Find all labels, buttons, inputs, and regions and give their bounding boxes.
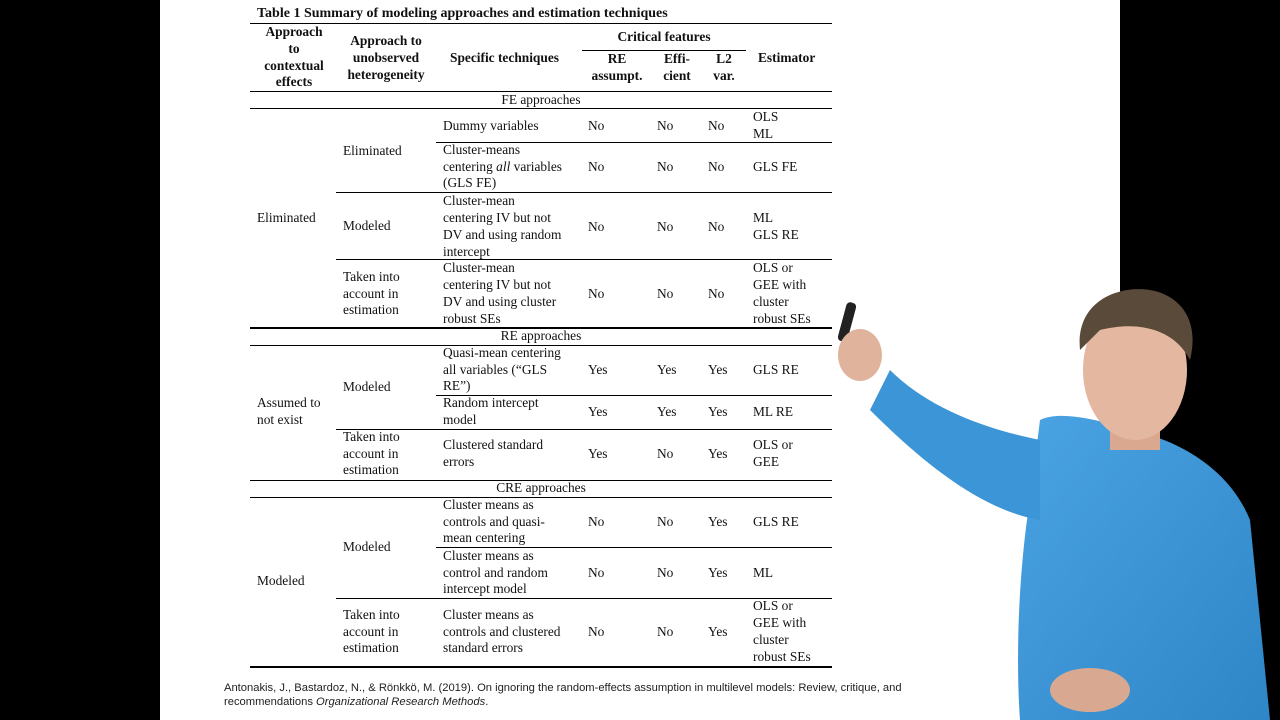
header-l2-var: L2 var. bbox=[713, 51, 735, 83]
re-assumption-cell: No bbox=[588, 218, 605, 234]
technique-cell bbox=[443, 142, 562, 192]
contextual-approach-label: Assumed to not exist bbox=[257, 395, 321, 427]
technique-cell: Cluster means as control and random intercept model bbox=[443, 547, 548, 597]
header-techniques: Specific techniques bbox=[450, 49, 559, 65]
l2-variance-cell: Yes bbox=[708, 623, 728, 639]
re-assumption-cell: No bbox=[588, 158, 605, 174]
re-assumption-cell: Yes bbox=[588, 403, 608, 419]
re-assumption-cell: No bbox=[588, 513, 605, 529]
efficient-cell: No bbox=[657, 623, 674, 639]
re-assumption-cell: Yes bbox=[588, 361, 608, 377]
section-label: RE approaches bbox=[500, 327, 582, 343]
estimator-cell: ML GLS RE bbox=[753, 210, 799, 242]
header-critical-features: Critical features bbox=[617, 29, 711, 44]
efficient-cell: No bbox=[657, 513, 674, 529]
re-assumption-cell: No bbox=[588, 285, 605, 301]
re-assumption-cell: No bbox=[588, 117, 605, 133]
re-assumption-cell: Yes bbox=[588, 445, 608, 461]
efficient-cell: No bbox=[657, 158, 674, 174]
citation-line-2 bbox=[224, 695, 1104, 709]
citation bbox=[224, 681, 1104, 709]
cell-text-part: variables (GLS FE) bbox=[443, 158, 562, 191]
row-rule bbox=[336, 192, 832, 193]
efficient-cell: No bbox=[657, 218, 674, 234]
section-label: FE approaches bbox=[501, 91, 581, 107]
header-heterogeneity: Approach to unobserved heterogeneity bbox=[347, 33, 425, 82]
efficient-cell: No bbox=[657, 564, 674, 580]
estimator-cell: GLS RE bbox=[753, 513, 799, 529]
l2-variance-cell: No bbox=[708, 218, 725, 234]
technique-cell: Cluster-mean centering IV but not DV and using cluster robust SEs bbox=[443, 260, 557, 326]
efficient-cell: No bbox=[657, 117, 674, 133]
technique-cell: Dummy variables bbox=[443, 117, 539, 133]
efficient-cell: No bbox=[657, 285, 674, 301]
l2-variance-cell: No bbox=[708, 158, 725, 174]
heterogeneity-approach-label: Taken into account in estimation bbox=[343, 268, 400, 318]
table-top-rule bbox=[250, 23, 832, 24]
estimator-cell: GLS RE bbox=[753, 361, 799, 377]
l2-variance-cell: No bbox=[708, 117, 725, 133]
re-assumption-cell: No bbox=[588, 564, 605, 580]
l2-variance-cell: Yes bbox=[708, 403, 728, 419]
heterogeneity-approach-label: Taken into account in estimation bbox=[343, 428, 400, 478]
slide bbox=[160, 0, 1120, 720]
efficient-cell: No bbox=[657, 445, 674, 461]
estimator-cell: ML RE bbox=[753, 403, 794, 419]
l2-variance-cell: No bbox=[708, 285, 725, 301]
heterogeneity-approach-label: Modeled bbox=[343, 538, 391, 554]
l2-variance-cell: Yes bbox=[708, 445, 728, 461]
section-label: CRE approaches bbox=[496, 479, 586, 495]
header-contextual: Approach to contextual effects bbox=[264, 24, 324, 90]
heterogeneity-approach-label: Modeled bbox=[343, 217, 391, 233]
estimator-cell: OLS or GEE with cluster robust SEs bbox=[753, 260, 811, 326]
technique-cell: Cluster-mean centering IV but not DV and using random intercept bbox=[443, 193, 562, 259]
emphasis-text: all bbox=[496, 158, 511, 174]
citation-suffix: . bbox=[485, 696, 489, 708]
technique-cell: Random intercept model bbox=[443, 395, 539, 427]
technique-cell: Clustered standard errors bbox=[443, 437, 544, 469]
table-bottom-rule bbox=[250, 666, 832, 668]
estimator-cell: OLS ML bbox=[753, 109, 779, 141]
technique-cell: Cluster means as controls and quasi- mean centering bbox=[443, 496, 545, 546]
l2-variance-cell: Yes bbox=[708, 361, 728, 377]
header-re-assumpt: RE assumpt. bbox=[591, 51, 643, 83]
l2-variance-cell: Yes bbox=[708, 564, 728, 580]
estimator-cell: OLS or GEE bbox=[753, 437, 793, 469]
estimator-cell: ML bbox=[753, 564, 774, 580]
heterogeneity-approach-label: Eliminated bbox=[343, 142, 402, 158]
heterogeneity-approach-label: Modeled bbox=[343, 378, 391, 394]
table-title: Table 1 Summary of modeling approaches and estimation techniques bbox=[257, 6, 668, 21]
re-assumption-cell: No bbox=[588, 623, 605, 639]
citation-line-1: Antonakis, J., Bastardoz, N., & Rönkkö, M. (2019). On ignoring the random-effects assumption in multilevel models: Review, critique, and bbox=[224, 682, 902, 694]
journal-name: Organizational Research Methods bbox=[316, 696, 486, 708]
technique-cell: Cluster means as controls and clustered standard errors bbox=[443, 606, 561, 656]
row-rule bbox=[336, 429, 832, 430]
technique-cell: Quasi-mean centering all variables (“GLS RE”) bbox=[443, 344, 561, 394]
estimator-cell: GLS FE bbox=[753, 158, 798, 174]
cell-text-part: Cluster-means centering bbox=[443, 141, 521, 174]
header-efficient: Effi- cient bbox=[663, 51, 691, 83]
estimator-cell: OLS or GEE with cluster robust SEs bbox=[753, 598, 811, 664]
contextual-approach-label: Eliminated bbox=[257, 209, 316, 225]
contextual-approach-label: Modeled bbox=[257, 572, 305, 588]
l2-variance-cell: Yes bbox=[708, 513, 728, 529]
efficient-cell: Yes bbox=[657, 403, 677, 419]
citation-prefix: recommendations bbox=[224, 696, 317, 708]
heterogeneity-approach-label: Taken into account in estimation bbox=[343, 606, 400, 656]
header-estimator: Estimator bbox=[758, 49, 816, 65]
efficient-cell: Yes bbox=[657, 361, 677, 377]
